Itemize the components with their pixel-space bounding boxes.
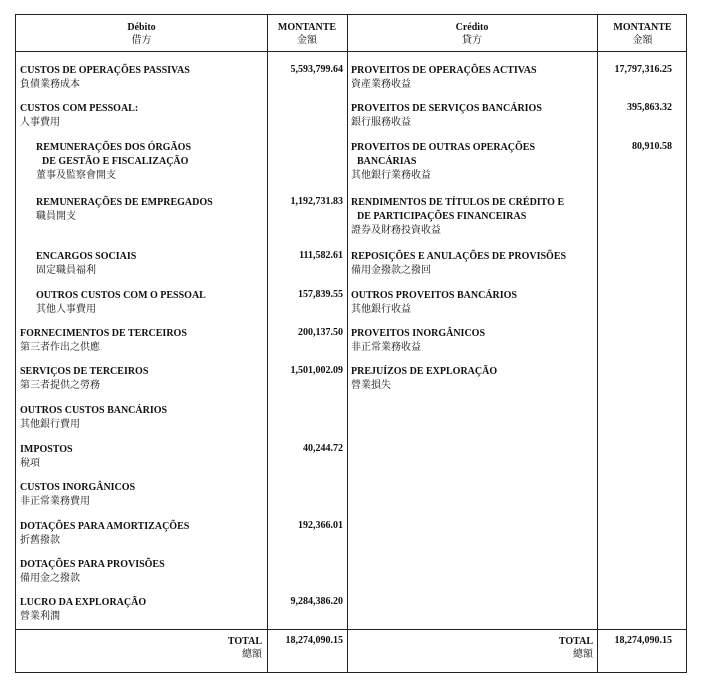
debit-row-label: OUTROS CUSTOS COM O PESSOAL 其他人事費用: [36, 290, 206, 315]
debit-row-label: ENCARGOS SOCIAIS 固定職員福利: [36, 251, 137, 276]
debit-row-label: CUSTOS INORGÂNICOS 非正常業務費用: [20, 482, 136, 507]
debit-row-label: CUSTOS COM PESSOAL: 人事費用: [20, 103, 139, 128]
debit-row-label: LUCRO DA EXPLORAÇÃO 營業利潤: [20, 597, 147, 622]
credit-total-label: TOTAL 總額: [558, 636, 593, 660]
profit-and-loss-table: [15, 14, 687, 673]
debit-row-amount: 40,244.72: [303, 443, 343, 454]
header-divider: [16, 51, 686, 52]
debit-total-label: TOTAL 總額: [227, 636, 262, 660]
debit-row-label: IMPOSTOS 稅項: [20, 444, 73, 469]
credit-row-label: PROVEITOS DE OUTRAS OPERAÇÕES BANCÁRIAS 其他銀行業務收益: [351, 142, 536, 181]
credit-row-label: PREJUÍZOS DE EXPLORAÇÃO 營業損失: [351, 366, 498, 391]
credit-row-label: OUTROS PROVEITOS BANCÁRIOS 其他銀行收益: [351, 290, 517, 315]
debit-row-label: DOTAÇÕES PARA AMORTIZAÇÕES 折舊撥款: [20, 521, 190, 546]
credit-row-label: PROVEITOS DE SERVIÇOS BANCÁRIOS 銀行服務收益: [351, 103, 542, 128]
credit-row-amount: 17,797,316.25: [614, 64, 672, 75]
debit-row-label: CUSTOS DE OPERAÇÕES PASSIVAS 負債業務成本: [20, 65, 190, 90]
credit-row-amount: 80,910.58: [632, 141, 672, 152]
debit-total-amount: 18,274,090.15: [285, 635, 343, 646]
debit-row-label: SERVIÇOS DE TERCEIROS 第三者提供之勞務: [20, 366, 149, 391]
credit-row-label: RENDIMENTOS DE TÍTULOS DE CRÉDITO E DE PARTICIPAÇÕES FINANCEIRAS 證券及財務投資收益: [351, 197, 565, 236]
debit-row-amount: 9,284,386.20: [290, 596, 343, 607]
debit-row-amount: 1,192,731.83: [290, 196, 343, 207]
credit-row-label: REPOSIÇÕES E ANULAÇÕES DE PROVISÕES 備用金撥款之撥回: [351, 251, 567, 276]
credit-total-amount: 18,274,090.15: [614, 635, 672, 646]
debit-row-label: DOTAÇÕES PARA PROVISÕES 備用金之撥款: [20, 559, 165, 584]
credit-row-label: PROVEITOS DE OPERAÇÕES ACTIVAS 資產業務收益: [351, 65, 537, 90]
total-divider: [16, 629, 686, 630]
credit-header: Crédito 貸方: [455, 22, 489, 46]
debit-row-amount: 1,501,002.09: [290, 365, 343, 376]
debit-amount-header: MONTANTE 金額: [277, 22, 337, 46]
column-divider: [347, 15, 348, 672]
column-divider: [267, 15, 268, 672]
debit-row-label: REMUNERAÇÕES DE EMPREGADOS 職員開支: [36, 197, 213, 222]
credit-row-label: PROVEITOS INORGÂNICOS 非正常業務收益: [351, 328, 486, 353]
debit-row-label: FORNECIMENTOS DE TERCEIROS 第三者作出之供應: [20, 328, 187, 353]
credit-row-amount: 395,863.32: [627, 102, 672, 113]
debit-row-label: OUTROS CUSTOS BANCÁRIOS 其他銀行費用: [20, 405, 168, 430]
debit-row-amount: 200,137.50: [298, 327, 343, 338]
debit-row-amount: 111,582.61: [299, 250, 343, 261]
debit-row-amount: 192,366.01: [298, 520, 343, 531]
debit-row-amount: 157,839.55: [298, 289, 343, 300]
credit-amount-header: MONTANTE 金額: [613, 22, 672, 46]
debit-row-label: REMUNERAÇÕES DOS ÓRGÃOS DE GESTÃO E FISCALIZAÇÃO 董事及監察會開支: [36, 142, 192, 181]
column-divider: [597, 15, 598, 672]
debit-header: Débito 借方: [127, 22, 156, 46]
debit-row-amount: 5,593,799.64: [290, 64, 343, 75]
